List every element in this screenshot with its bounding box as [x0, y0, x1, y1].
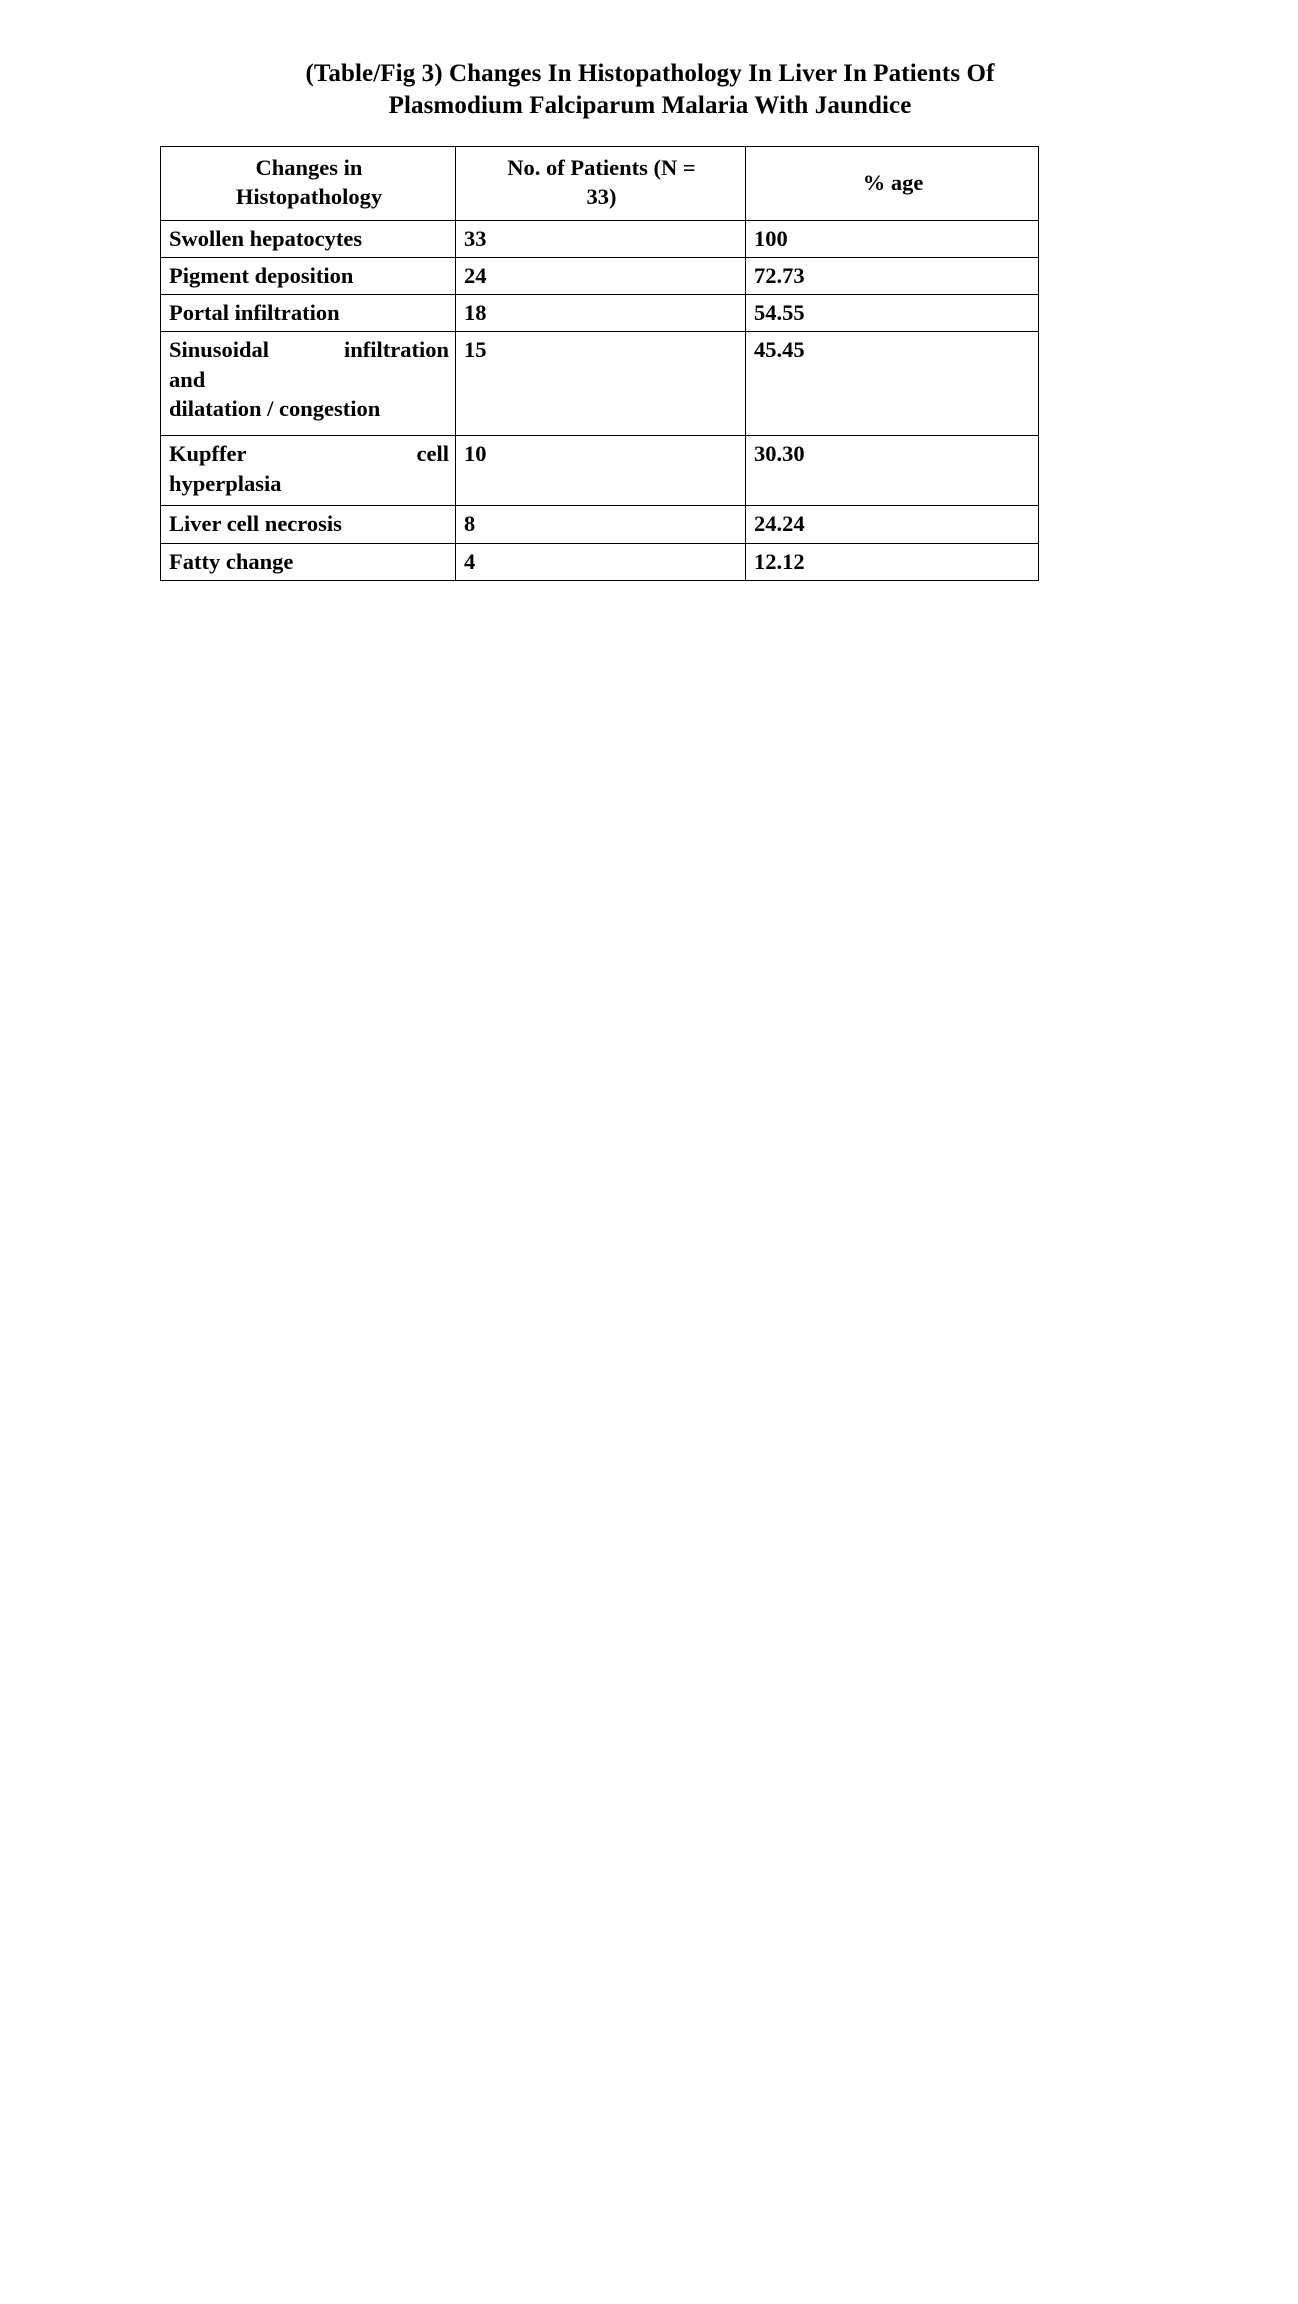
cell-change: Portal infiltration: [161, 295, 456, 332]
cell-change: Pigment deposition: [161, 257, 456, 294]
histopathology-table: [160, 146, 1039, 581]
column-header-patients-line-2: 33): [586, 184, 617, 210]
cell-change: Fatty change: [161, 543, 456, 580]
table-row: [161, 220, 1039, 257]
cell-change: [161, 436, 456, 506]
column-header-percentage: % age: [746, 147, 1039, 221]
table-row: [161, 295, 1039, 332]
cell-change-line-3: dilatation / congestion: [169, 395, 381, 421]
table-row: [161, 436, 1039, 506]
cell-change: Swollen hepatocytes: [161, 220, 456, 257]
page-title-line-1: (Table/Fig 3) Changes In Histopathology In Liver In Patients Of: [305, 60, 995, 87]
cell-change-line-1: Sinusoidal infiltration: [169, 337, 449, 363]
cell-percentage: 72.73: [746, 257, 1039, 294]
column-header-patients: [456, 147, 746, 221]
cell-change-line-1: Kupffer cell: [169, 441, 449, 467]
page-title-line-2: Plasmodium Falciparum Malaria With Jaundice: [388, 92, 912, 119]
cell-change-line-2: hyperplasia: [169, 470, 282, 496]
table-header: [161, 147, 1039, 221]
cell-percentage: 100: [746, 220, 1039, 257]
table-row: [161, 332, 1039, 436]
cell-change-line-2: and: [169, 366, 206, 392]
column-header-changes: [161, 147, 456, 221]
cell-patients: 18: [456, 295, 746, 332]
column-header-changes-line-2: Histopathology: [235, 184, 383, 210]
column-header-patients-line-1: No. of Patients (N =: [507, 155, 696, 180]
cell-patients: 33: [456, 220, 746, 257]
cell-patients: 15: [456, 332, 746, 436]
table-row: [161, 506, 1039, 543]
cell-percentage: 24.24: [746, 506, 1039, 543]
cell-change: [161, 332, 456, 436]
cell-percentage: 45.45: [746, 332, 1039, 436]
cell-percentage: 12.12: [746, 543, 1039, 580]
cell-patients: 10: [456, 436, 746, 506]
cell-patients: 24: [456, 257, 746, 294]
cell-change: Liver cell necrosis: [161, 506, 456, 543]
table-header-row: [161, 147, 1039, 221]
cell-percentage: 30.30: [746, 436, 1039, 506]
cell-patients: 4: [456, 543, 746, 580]
table-row: [161, 543, 1039, 580]
table-body: [161, 220, 1039, 580]
cell-patients: 8: [456, 506, 746, 543]
cell-percentage: 54.55: [746, 295, 1039, 332]
page-title: [160, 58, 1140, 122]
table-row: [161, 257, 1039, 294]
table-container: [160, 146, 1038, 581]
column-header-changes-line-1: Changes in: [255, 155, 363, 180]
